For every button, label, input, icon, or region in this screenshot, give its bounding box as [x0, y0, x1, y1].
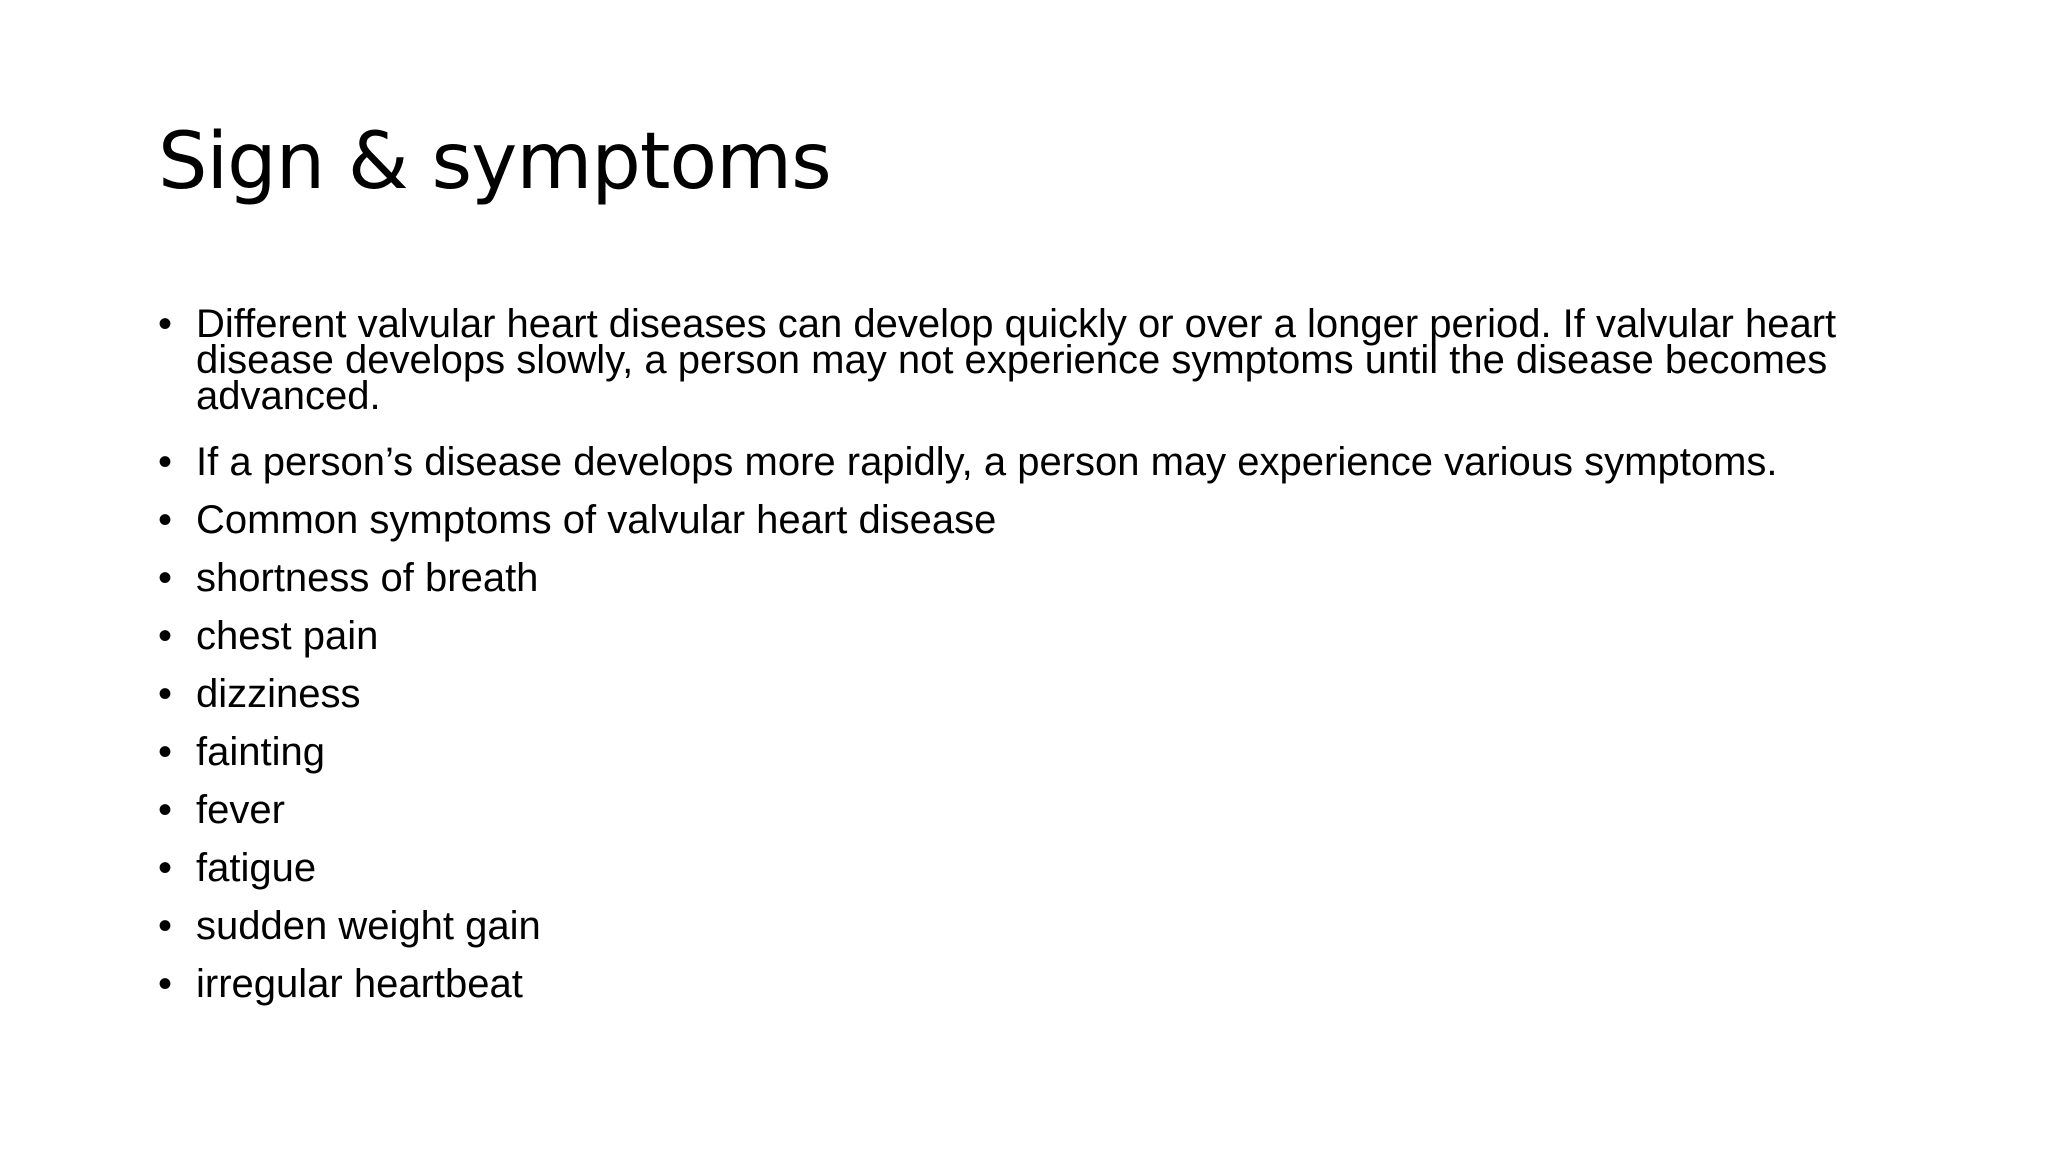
list-item: [158, 788, 1918, 846]
list-item-text: dizziness: [196, 672, 361, 716]
list-item-text: shortness of breath: [196, 556, 539, 600]
bullet-list: [158, 302, 1918, 1020]
list-item: [158, 904, 1918, 962]
bullet-icon: •: [158, 962, 173, 1006]
bullet-icon: •: [158, 556, 173, 600]
list-item-text: fatigue: [196, 846, 317, 890]
bullet-icon: •: [158, 302, 173, 346]
list-item-text: sudden weight gain: [196, 904, 541, 948]
bullet-icon: •: [158, 730, 173, 774]
list-item-text: Common symptoms of valvular heart disease: [196, 498, 997, 542]
list-item: [158, 846, 1918, 904]
list-item-text: irregular heartbeat: [196, 962, 523, 1006]
list-item: [158, 672, 1918, 730]
list-item: [158, 730, 1918, 788]
list-item-text: Different valvular heart diseases can develop quickly or over a longer period. If valvular heart disease develops slowly, a person may not experience symptoms until the disease becomes advanced.: [196, 302, 1837, 418]
list-item-text: fainting: [196, 730, 325, 774]
list-item-text: chest pain: [196, 614, 379, 658]
list-item: [158, 302, 1918, 440]
list-item: [158, 556, 1918, 614]
list-item: [158, 440, 1918, 498]
slide-title: Sign & symptoms: [158, 117, 831, 207]
bullet-icon: •: [158, 904, 173, 948]
bullet-icon: •: [158, 614, 173, 658]
bullet-icon: •: [158, 498, 173, 542]
list-item: [158, 962, 1918, 1020]
bullet-icon: •: [158, 672, 173, 716]
list-item-text: If a person’s disease develops more rapidly, a person may experience various symptoms.: [196, 440, 1778, 484]
bullet-icon: •: [158, 846, 173, 890]
list-item: [158, 614, 1918, 672]
list-item: [158, 498, 1918, 556]
list-item-text: fever: [196, 788, 285, 832]
bullet-icon: •: [158, 788, 173, 832]
bullet-icon: •: [158, 440, 173, 484]
